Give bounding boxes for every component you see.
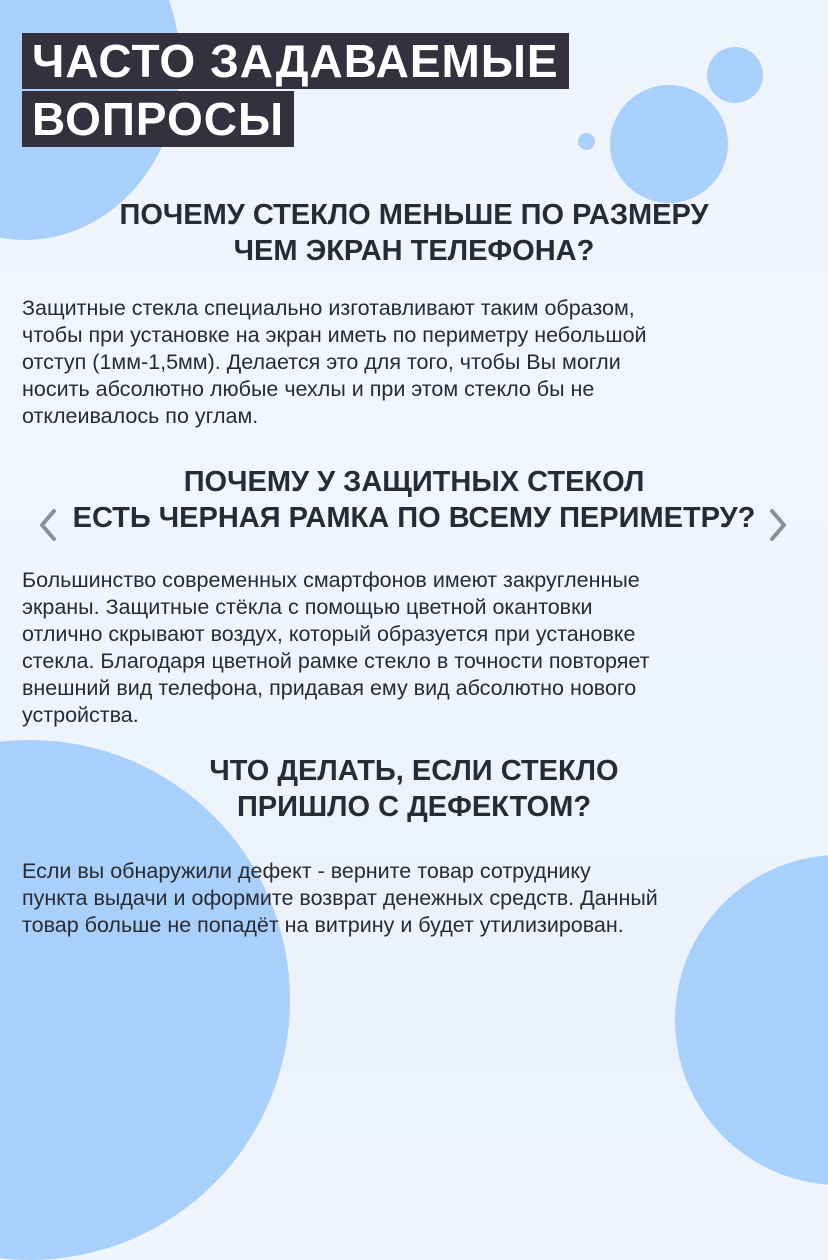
faq-answer-3 bbox=[22, 858, 812, 939]
faq-answer-line: отступ (1мм-1,5мм). Делается это для того, чтобы Вы могли bbox=[22, 350, 621, 374]
faq-answer-line: товар больше не попадёт на витрину и будет утилизирован. bbox=[22, 913, 624, 937]
faq-answer-line: отлично скрывают воздух, который образуется при установке bbox=[22, 622, 636, 646]
faq-question-line: ПОЧЕМУ СТЕКЛО МЕНЬШЕ ПО РАЗМЕРУ bbox=[119, 199, 709, 231]
faq-answer-line: экраны. Защитные стёкла с помощью цветной окантовки bbox=[22, 595, 593, 619]
faq-question-line: ЧЕМ ЭКРАН ТЕЛЕФОНА? bbox=[233, 235, 595, 267]
chevron-right-icon bbox=[768, 508, 788, 542]
page-title-line-2: ВОПРОСЫ bbox=[22, 91, 294, 147]
faq-question-line: ЕСТЬ ЧЕРНАЯ РАМКА ПО ВСЕМУ ПЕРИМЕТРУ? bbox=[72, 502, 756, 534]
decor-bubble bbox=[707, 47, 763, 103]
faq-answer-line: стекла. Благодаря цветной рамке стекло в точности повторяет bbox=[22, 649, 650, 673]
chevron-left-icon bbox=[38, 508, 58, 542]
faq-answer-line: внешний вид телефона, придавая ему вид абсолютно нового bbox=[22, 676, 637, 700]
next-slide-button[interactable] bbox=[766, 508, 790, 542]
faq-answer-line: отклеивалось по углам. bbox=[22, 404, 259, 428]
faq-answer-line: Если вы обнаружили дефект - верните товар сотруднику bbox=[22, 859, 591, 883]
faq-question-line: ПРИШЛО С ДЕФЕКТОМ? bbox=[236, 791, 592, 823]
faq-answer-line: пункта выдачи и оформите возврат денежных средств. Данный bbox=[22, 886, 658, 910]
faq-answer-line: Большинство современных смартфонов имеют закругленные bbox=[22, 568, 640, 592]
faq-answer-line: устройства. bbox=[22, 703, 139, 727]
page-title-line-1: ЧАСТО ЗАДАВАЕМЫЕ bbox=[22, 33, 569, 89]
faq-answer-2 bbox=[22, 567, 812, 729]
faq-answer-line: Защитные стекла специально изготавливают таким образом, bbox=[22, 296, 635, 320]
faq-question-line: ПОЧЕМУ У ЗАЩИТНЫХ СТЕКОЛ bbox=[183, 466, 645, 498]
prev-slide-button[interactable] bbox=[36, 508, 60, 542]
faq-question-1 bbox=[0, 197, 828, 269]
faq-question-3 bbox=[0, 753, 828, 825]
faq-answer-line: носить абсолютно любые чехлы и при этом стекло бы не bbox=[22, 377, 595, 401]
faq-answer-1 bbox=[22, 295, 812, 430]
faq-question-line: ЧТО ДЕЛАТЬ, ЕСЛИ СТЕКЛО bbox=[209, 755, 619, 787]
faq-answer-line: чтобы при установке на экран иметь по периметру небольшой bbox=[22, 323, 647, 347]
faq-question-2 bbox=[0, 464, 828, 536]
decor-bubble bbox=[610, 85, 728, 203]
decor-bubble bbox=[578, 133, 595, 150]
